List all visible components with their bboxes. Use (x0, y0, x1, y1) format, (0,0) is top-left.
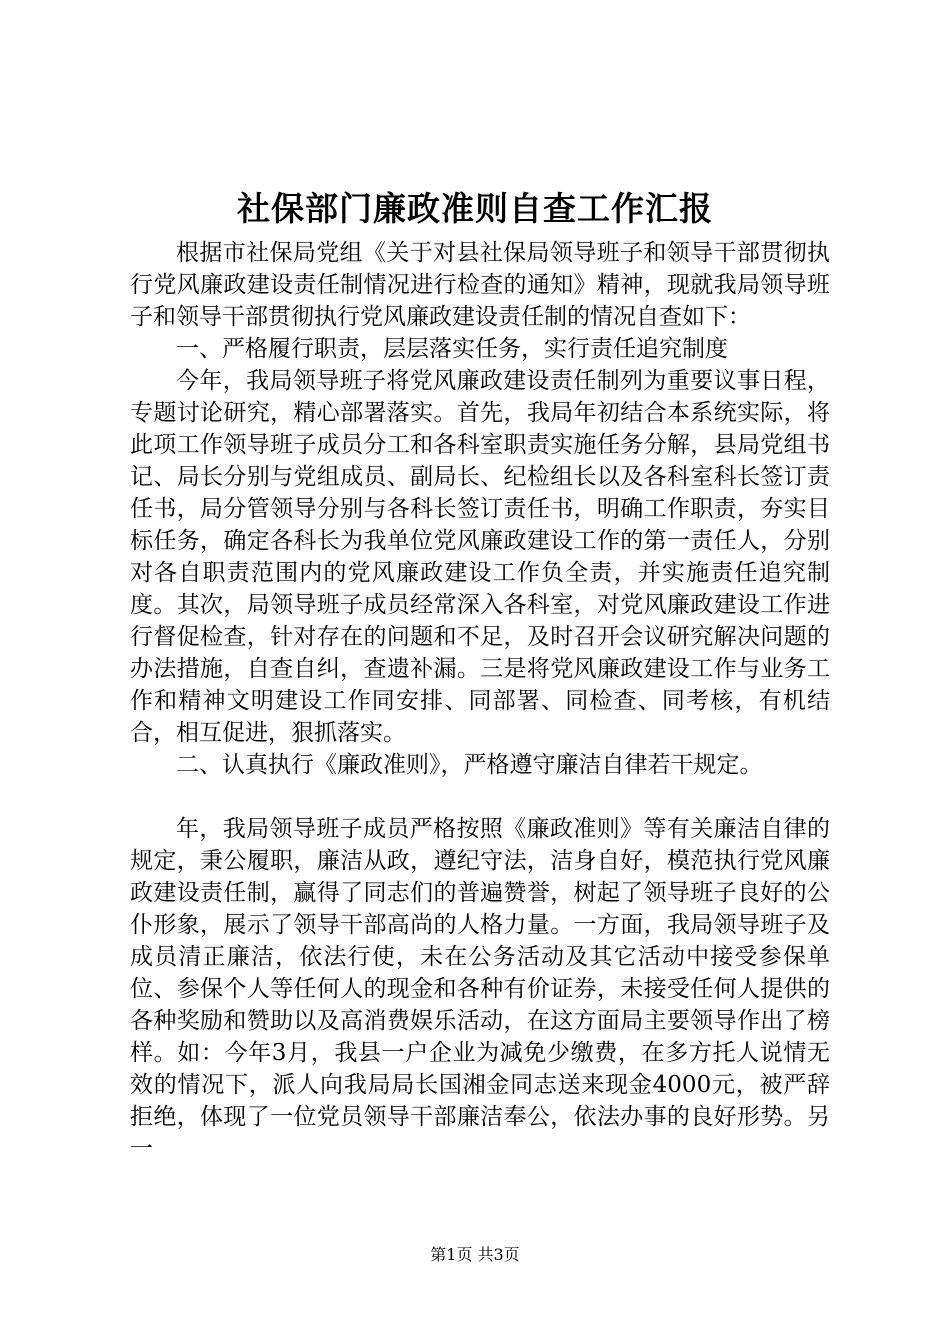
document-title: 社保部门廉政准则自查工作汇报 (237, 189, 713, 228)
section-heading-1: 一、严格履行职责，层层落实任务，实行责任追究制度 (176, 336, 728, 362)
paragraph-section-2: 年，我局领导班子成员严格按照《廉政准则》等有关廉洁自律的规定，秉公履职，廉洁从政，遵纪守法，洁身自好，模范执行党风廉政建设责任制，赢得了同志们的普遍赞誉，树起了领导班子良好的公仆形象，展示了领导干部高尚的人格力量。一方面，我局领导班子及成员清正廉洁，依法行使，未在公务活动及其它活动中接受参保单位、参保个人等任何人的现金和各种有价证券，未接受任何人提供的各种奖励和赞助以及高消费娱乐活动，在这方面局主要领导作出了榜样。如：今年3月，我县一户企业为减免少缴费，在多方托人说情无效的情况下，派人向我局局长国湘金同志送来现金4000元，被严辞拒绝，体现了一位党员领导干部廉洁奉公，依法办事的良好形势。另一 (130, 816, 830, 1162)
page-footer: 第1页 共3页 (430, 1245, 520, 1264)
section-heading-2: 二、认真执行《廉政准则》，严格遵守廉洁自律若干规定。 (176, 752, 763, 778)
document-body (130, 237, 830, 1165)
paragraph-intro: 根据市社保局党组《关于对县社保局领导班子和领导干部贯彻执行党风廉政建设责任制情况进行检查的通知》精神，现就我局领导班子和领导干部贯彻执行党风廉政建设责任制的情况自查如下： (130, 240, 830, 330)
paragraph-section-1: 今年，我局领导班子将党风廉政建设责任制列为重要议事日程，专题讨论研究，精心部署落实。首先，我局年初结合本系统实际，将此项工作领导班子成员分工和各科室职责实施任务分解，县局党组书记、局长分别与党组成员、副局长、纪检组长以及各科室科长签订责任书，局分管领导分别与各科长签订责任书，明确工作职责，夯实目标任务，确定各科长为我单位党风廉政建设工作的第一责任人，分别对各自职责范围内的党风廉政建设工作负全责，并实施责任追究制度。其次，局领导班子成员经常深入各科室，对党风廉政建设工作进行督促检查，针对存在的问题和不足，及时召开会议研究解决问题的办法措施，自查自纠，查遗补漏。三是将党风廉政建设工作与业务工作和精神文明建设工作同安排、同部署、同检查、同考核，有机结合，相互促进，狠抓落实。 (130, 368, 830, 746)
